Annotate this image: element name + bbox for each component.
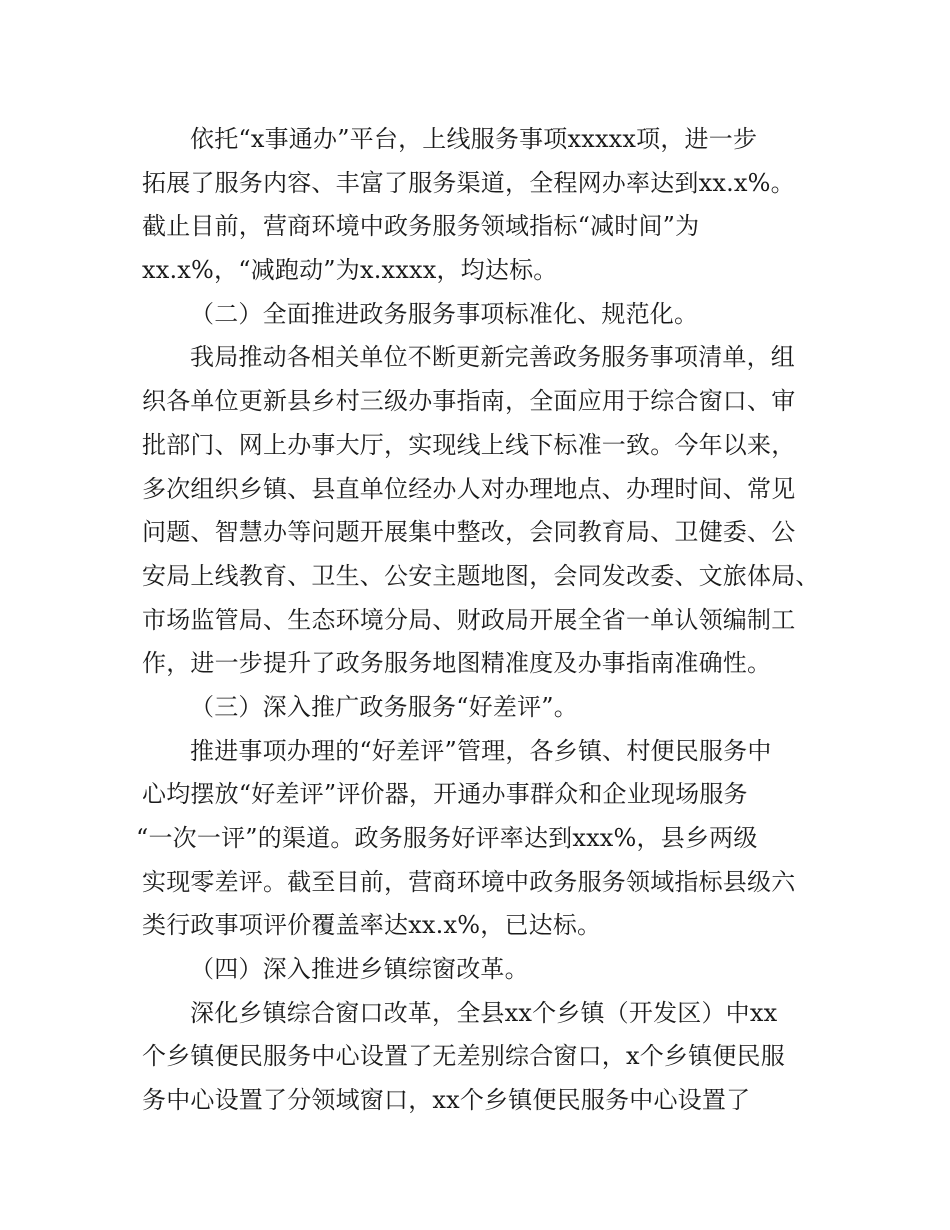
paragraph-line: 实现零差评。截至目前，营商环境中政务服务领域指标县级六	[142, 867, 796, 896]
paragraph-line: 务中心设置了分领域窗口，xx个乡镇便民服务中心设置了	[142, 1086, 751, 1115]
document-body	[136, 118, 842, 1123]
section-heading: （四）深入推进乡镇综窗改革。	[190, 955, 529, 984]
paragraph-line: 类行政事项评价覆盖率达xx.x%，已达标。	[142, 911, 602, 940]
paragraph-line: 拓展了服务内容、丰富了服务渠道，全程网办率达到xx.x%。	[142, 168, 795, 197]
paragraph-line: 问题、智慧办等问题开展集中整改，会同教育局、卫健委、公	[142, 518, 796, 547]
paragraph-line: 深化乡镇综合窗口改革，全县xx个乡镇（开发区）中xx	[190, 998, 778, 1027]
paragraph-line: xx.x%，“减跑动”为x.xxxx，均达标。	[142, 256, 558, 285]
paragraph-line: 截止目前，营商环境中政务服务领域指标“减时间”为	[142, 212, 700, 241]
paragraph-line: 批部门、网上办事大厅，实现线上线下标准一致。今年以来，	[142, 430, 796, 459]
section-heading: （二）全面推进政务服务事项标准化、规范化。	[190, 299, 699, 328]
paragraph-line: 安局上线教育、卫生、公安主题地图，会同发改委、文旅体局、	[142, 561, 820, 590]
paragraph-line: 我局推动各相关单位不断更新完善政务服务事项清单，组	[190, 343, 795, 372]
paragraph-line: 依托“x事通办”平台，上线服务事项xxxxx项，进一步	[190, 125, 758, 153]
paragraph-line: 个乡镇便民服务中心设置了无差别综合窗口，x个乡镇便民服	[142, 1042, 785, 1071]
paragraph-line: 推进事项办理的“好差评”管理，各乡镇、村便民服务中	[190, 736, 772, 765]
paragraph-line: 市场监管局、生态环境分局、财政局开展全省一单认领编制工	[142, 605, 796, 634]
paragraph-line: 心均摆放“好差评”评价器，开通办事群众和企业现场服务	[142, 780, 748, 809]
paragraph-line: 多次组织乡镇、县直单位经办人对办理地点、办理时间、常见	[142, 474, 796, 503]
paragraph-line: 织各单位更新县乡村三级办事指南，全面应用于综合窗口、审	[142, 387, 796, 416]
paragraph-line: “一次一评”的渠道。政务服务好评率达到xxx%，县乡两级	[136, 824, 758, 852]
section-heading: （三）深入推广政务服务“好差评”。	[190, 692, 578, 721]
paragraph-line: 作，进一步提升了政务服务地图精准度及办事指南准确性。	[142, 649, 772, 678]
